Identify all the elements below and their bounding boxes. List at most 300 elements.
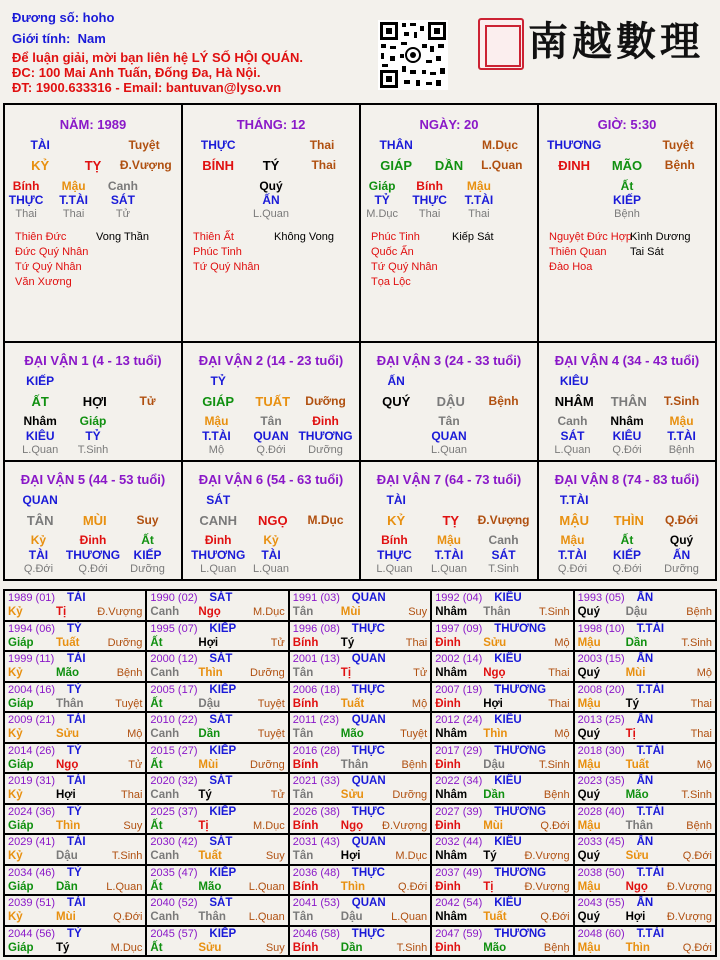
year-branch: Hợi — [340, 850, 361, 862]
luck-ten-god: TỶ — [210, 374, 226, 388]
luck-hidden-phase: Dưỡng — [664, 563, 699, 575]
luck-pillar-title: ĐẠI VẬN 8 (74 - 83 tuổi) — [554, 472, 700, 487]
year-label: 1998 (10) — [577, 622, 625, 635]
year-phase: M.Dục — [395, 850, 428, 862]
year-cell[interactable] — [289, 895, 431, 926]
year-phase: Dưỡng — [250, 758, 285, 771]
star-good: Nguyệt Đức Hợp — [549, 231, 633, 243]
year-label: 2039 (51) — [8, 897, 56, 909]
year-cell[interactable] — [4, 743, 146, 774]
year-stem: Kỷ — [8, 789, 23, 801]
luck-pillar-title: ĐẠI VẬN 2 (14 - 23 tuổi) — [198, 353, 344, 368]
year-cell[interactable] — [431, 865, 573, 896]
year-stem: Giáp — [8, 697, 34, 710]
year-ten-god: TỶ — [67, 805, 82, 818]
luck-ten-god: SÁT — [206, 493, 231, 507]
luck-hidden-ten-god: T.TÀI — [202, 429, 231, 443]
year-branch: Tuất — [198, 850, 222, 862]
star-good: Phúc Tinh — [371, 231, 420, 243]
luck-hidden-phase: L.Quan — [430, 563, 468, 575]
year-ten-god: THỰC — [351, 622, 385, 635]
year-cell[interactable] — [4, 712, 146, 743]
year-label: 2040 (52) — [150, 897, 198, 909]
luck-pillar-cell — [4, 461, 182, 580]
year-stem: Tân — [292, 911, 314, 923]
year-label: 2034 (46) — [8, 866, 56, 879]
luck-ten-god: KIẾP — [26, 374, 55, 388]
luck-hidden-phase: Dưỡng — [308, 444, 343, 456]
luck-hidden-ten-god: QUAN — [253, 429, 289, 443]
year-cell[interactable] — [574, 865, 716, 896]
year-branch: Tý — [340, 636, 355, 649]
hidden-phase: Thai — [468, 208, 490, 220]
year-phase: Tuyệt — [257, 728, 285, 740]
year-stem: Mậu — [577, 758, 601, 771]
year-cell[interactable] — [289, 926, 431, 957]
pillar-top-god: THÂN — [379, 138, 413, 152]
year-stem: Quý — [577, 606, 600, 618]
year-branch: Thìn — [483, 728, 508, 740]
year-label: 1999 (11) — [8, 653, 55, 665]
year-stem: Mậu — [577, 819, 601, 832]
year-cell[interactable] — [431, 743, 573, 774]
year-cell[interactable] — [146, 743, 288, 774]
year-branch: Mùi — [625, 667, 646, 679]
year-ten-god: ẤN — [636, 836, 654, 848]
year-ten-god: KIÊU — [494, 592, 522, 604]
year-cell[interactable] — [146, 712, 288, 743]
year-label: 2013 (25) — [577, 714, 625, 726]
year-cell[interactable] — [146, 865, 288, 896]
year-label: 2047 (59) — [435, 927, 483, 940]
year-cell[interactable] — [574, 895, 716, 926]
year-ten-god: QUAN — [351, 592, 386, 604]
year-cell[interactable] — [4, 682, 146, 713]
year-phase: Bệnh — [686, 606, 712, 618]
owner-line — [12, 10, 114, 25]
year-cell[interactable] — [146, 834, 288, 865]
luck-heavenly-stem: TÂN — [26, 513, 54, 528]
year-stem: Canh — [150, 789, 180, 801]
pillar-cell — [182, 104, 360, 342]
hidden-ten-god: T.TÀI — [59, 193, 88, 207]
year-branch: Dậu — [340, 911, 363, 923]
year-stem: Tân — [292, 850, 314, 862]
hidden-stem: Mậu — [466, 179, 491, 193]
star-good: Thiên Ất — [193, 231, 234, 243]
year-branch: Tý — [198, 789, 212, 801]
year-phase: Q.Đới — [397, 880, 428, 893]
year-cell[interactable] — [4, 865, 146, 896]
luck-ten-god: QUAN — [22, 493, 58, 507]
year-cell[interactable] — [574, 743, 716, 774]
year-branch: Sửu — [198, 941, 222, 954]
year-cell[interactable] — [289, 773, 431, 804]
year-ten-god: SÁT — [209, 775, 233, 787]
year-stem: Đinh — [435, 819, 461, 832]
year-phase: Q.Đới — [682, 850, 712, 862]
year-phase: Mộ — [696, 758, 712, 771]
year-cell[interactable] — [574, 712, 716, 743]
year-branch: Dần — [625, 636, 648, 649]
year-phase: Thai — [548, 667, 570, 679]
year-phase: Đ.Vượng — [666, 880, 712, 893]
star-good: Tứ Quý Nhân — [371, 261, 438, 273]
luck-hidden-ten-god: T.TÀI — [434, 548, 464, 562]
year-stem: Kỷ — [8, 667, 23, 679]
year-label: 2003 (15) — [577, 653, 625, 665]
header — [0, 0, 720, 100]
luck-hidden-ten-god: SÁT — [560, 429, 585, 443]
year-cell[interactable] — [289, 865, 431, 896]
year-cell[interactable] — [574, 651, 716, 682]
pillar-top-phase: Tuyệt — [128, 138, 160, 152]
luck-hidden-ten-god: THƯƠNG — [191, 548, 246, 562]
year-branch: Hợi — [625, 911, 646, 923]
year-cell[interactable] — [146, 804, 288, 835]
year-cell[interactable] — [574, 804, 716, 835]
year-branch: Tý — [56, 941, 70, 954]
year-phase: Đ.Vượng — [524, 850, 570, 862]
year-phase: Tử — [128, 758, 143, 771]
year-phase: Tử — [270, 636, 285, 649]
year-cell[interactable] — [4, 895, 146, 926]
year-phase: Q.Đới — [113, 911, 143, 923]
pillar-top-god: THƯƠNG — [547, 138, 602, 152]
luck-hidden-stem: Ất — [620, 533, 634, 547]
luck-hidden-ten-god: QUAN — [431, 429, 467, 443]
year-ten-god: T.TÀI — [636, 683, 665, 696]
year-branch: Sửu — [483, 636, 507, 649]
hidden-phase: Bệnh — [614, 208, 640, 220]
year-ten-god: THỰC — [351, 805, 385, 818]
year-branch: Mùi — [340, 606, 361, 618]
luck-hidden-phase: L.Quan — [252, 563, 290, 575]
year-ten-god: KIÊU — [494, 653, 522, 665]
luck-phase: Suy — [136, 513, 159, 527]
year-phase: Thai — [548, 697, 570, 710]
luck-pillar-title: ĐẠI VẬN 7 (64 - 73 tuổi) — [376, 472, 522, 487]
year-cell[interactable] — [574, 590, 716, 621]
year-phase: Dưỡng — [250, 667, 285, 679]
luck-hidden-stem: Canh — [488, 533, 519, 547]
year-stem: Canh — [150, 911, 180, 923]
year-branch: Sửu — [340, 789, 364, 801]
year-stem: Đinh — [435, 758, 461, 771]
year-branch: Mão — [198, 880, 222, 893]
year-ten-god: T.TÀI — [636, 744, 665, 757]
year-stem: Đinh — [435, 880, 461, 893]
luck-ten-god: KIÊU — [559, 374, 589, 388]
year-cell[interactable] — [431, 590, 573, 621]
year-stem: Mậu — [577, 697, 601, 710]
year-branch: Ngọ — [483, 667, 506, 679]
hidden-phase: Thai — [15, 208, 37, 220]
year-cell[interactable] — [431, 773, 573, 804]
year-cell[interactable] — [574, 682, 716, 713]
year-label: 2028 (40) — [577, 805, 625, 818]
year-label: 2035 (47) — [150, 866, 198, 879]
year-stem: Đinh — [435, 941, 461, 954]
year-label: 2017 (29) — [435, 744, 483, 757]
year-branch: Dần — [483, 789, 505, 801]
owner-name: hoho — [82, 10, 115, 25]
year-cell[interactable] — [431, 621, 573, 652]
year-stem: Mậu — [577, 880, 601, 893]
luck-heavenly-stem: CANH — [199, 513, 237, 528]
year-cell[interactable] — [431, 834, 573, 865]
luck-hidden-phase: Dưỡng — [130, 563, 165, 575]
year-cell[interactable] — [4, 804, 146, 835]
luck-heavenly-stem: GIÁP — [202, 394, 235, 409]
star-good: Phúc Tinh — [193, 246, 242, 258]
luck-hidden-ten-god: TÀI — [261, 548, 281, 562]
year-cell[interactable] — [289, 712, 431, 743]
year-stem: Quý — [577, 911, 600, 923]
year-ten-god: THỰC — [351, 744, 385, 757]
year-phase: Tuyệt — [400, 728, 428, 740]
year-ten-god: SÁT — [209, 714, 233, 726]
year-stem: Canh — [150, 850, 180, 862]
year-cell[interactable] — [4, 590, 146, 621]
year-phase: L.Quan — [248, 880, 285, 893]
hidden-ten-god: TỶ — [374, 193, 390, 207]
year-branch: Dần — [340, 941, 363, 954]
year-ten-god: QUAN — [351, 653, 386, 665]
hidden-stem: Canh — [107, 179, 138, 193]
luck-earthly-branch: DẬU — [436, 394, 465, 409]
year-ten-god: KIẾP — [209, 927, 237, 940]
year-label: 2018 (30) — [577, 744, 625, 757]
year-ten-god: THƯƠNG — [494, 927, 547, 940]
luck-heavenly-stem: KỶ — [387, 513, 406, 528]
year-branch: Mùi — [198, 758, 219, 771]
year-cell[interactable] — [146, 773, 288, 804]
year-branch: Ngọ — [340, 819, 364, 832]
star-bad: Kiếp Sát — [452, 231, 494, 243]
luck-hidden-ten-god: TỶ — [85, 429, 101, 443]
year-stem: Bính — [292, 697, 319, 710]
year-cell[interactable] — [4, 926, 146, 957]
year-stem: Tân — [292, 606, 314, 618]
luck-heavenly-stem: MẬU — [559, 513, 589, 528]
year-label: 2020 (32) — [150, 775, 198, 787]
year-label: 1995 (07) — [150, 622, 198, 635]
year-ten-god: ẤN — [636, 653, 654, 665]
year-branch: Hợi — [198, 636, 219, 649]
year-stem: Giáp — [8, 819, 34, 832]
year-cell[interactable] — [289, 621, 431, 652]
luck-pillar-cell — [538, 461, 716, 580]
year-ten-god: QUAN — [351, 775, 386, 787]
luck-hidden-stem: Nhâm — [610, 414, 644, 428]
year-cell[interactable] — [289, 804, 431, 835]
year-label: 2004 (16) — [8, 683, 56, 696]
luck-heavenly-stem: QUÝ — [382, 394, 411, 409]
year-branch: Thìn — [198, 667, 223, 679]
year-cell[interactable] — [146, 590, 288, 621]
year-stem: Bính — [292, 880, 319, 893]
year-stem: Bính — [292, 941, 319, 954]
year-phase: Dưỡng — [392, 789, 428, 801]
luck-earthly-branch: TỴ — [442, 513, 460, 528]
luck-heavenly-stem: ẤT — [31, 394, 49, 409]
year-stem: Kỷ — [8, 850, 23, 862]
year-label: 2032 (44) — [435, 836, 483, 848]
year-branch: Dậu — [625, 606, 648, 618]
year-cell[interactable] — [289, 834, 431, 865]
year-branch: Hợi — [56, 789, 76, 801]
year-ten-god: T.TÀI — [636, 927, 665, 940]
year-cell[interactable] — [431, 804, 573, 835]
year-stem: Nhâm — [435, 667, 468, 679]
year-stem: Mậu — [577, 636, 601, 649]
phone-line[interactable]: ĐT: 1900.633316 - Email: bantuvan@lyso.vn — [12, 80, 282, 95]
luck-hidden-phase: Q.Đới — [612, 444, 642, 456]
year-cell[interactable] — [431, 895, 573, 926]
year-phase: Thai — [690, 728, 712, 740]
year-cell[interactable] — [146, 682, 288, 713]
year-branch: Tý — [625, 697, 640, 710]
year-label: 2038 (50) — [577, 866, 625, 879]
year-cell[interactable] — [574, 926, 716, 957]
year-label: 2021 (33) — [292, 775, 340, 787]
year-cell[interactable] — [431, 712, 573, 743]
pillar-title: THÁNG: 12 — [236, 117, 306, 132]
luck-pillar-title: ĐẠI VẬN 4 (34 - 43 tuổi) — [554, 353, 700, 368]
year-label: 2041 (53) — [292, 897, 340, 909]
gender-line — [12, 31, 106, 46]
luck-hidden-stem: Tân — [260, 414, 282, 428]
luck-earthly-branch: HỢI — [82, 394, 107, 409]
year-phase: Mộ — [411, 697, 428, 710]
star-good: Thiên Đức — [15, 231, 67, 243]
owner-label: Đương số: — [12, 10, 80, 25]
year-phase: Tuyệt — [115, 697, 143, 710]
year-ten-god: TÀI — [67, 592, 86, 604]
luck-hidden-phase: Q.Đới — [256, 444, 286, 456]
year-ten-god: TÀI — [67, 714, 86, 726]
year-cell[interactable] — [146, 651, 288, 682]
pillar-cell — [360, 104, 538, 342]
year-ten-god: THƯƠNG — [494, 866, 547, 879]
year-phase: Đ.Vượng — [97, 606, 143, 618]
year-phase: Q.Đới — [540, 911, 570, 923]
year-ten-god: TÀI — [67, 775, 86, 787]
luck-ten-god: TÀI — [386, 493, 406, 507]
year-cell[interactable] — [146, 926, 288, 957]
year-ten-god: ẤN — [636, 592, 654, 604]
year-branch: Tị — [340, 667, 352, 679]
year-ten-god: KIÊU — [494, 836, 522, 848]
hidden-phase: L.Quan — [252, 208, 290, 220]
hidden-phase: Thai — [62, 208, 85, 220]
year-phase: Mộ — [127, 728, 143, 740]
year-ten-god: TÀI — [67, 836, 86, 848]
year-cell[interactable] — [289, 651, 431, 682]
hidden-stem: Quý — [259, 179, 283, 193]
pillar-heavenly-stem: GIÁP — [380, 158, 413, 173]
year-stem: Kỷ — [8, 728, 23, 740]
year-cell[interactable] — [4, 651, 146, 682]
year-ten-god: TỶ — [67, 744, 82, 757]
year-phase: Bệnh — [686, 819, 712, 832]
year-stem: Ất — [150, 636, 163, 649]
hidden-ten-god: KIẾP — [612, 193, 642, 207]
luck-phase: Đ.Vượng — [477, 513, 530, 527]
year-ten-god: KIÊU — [494, 897, 522, 909]
year-cell[interactable] — [574, 773, 716, 804]
year-ten-god: TÀI — [67, 653, 86, 665]
year-cell[interactable] — [146, 621, 288, 652]
year-cell[interactable] — [431, 682, 573, 713]
year-cell[interactable] — [4, 834, 146, 865]
hidden-ten-god: T.TÀI — [464, 193, 494, 207]
year-cell[interactable] — [574, 621, 716, 652]
year-cell[interactable] — [431, 926, 573, 957]
year-cell[interactable] — [574, 834, 716, 865]
year-cell[interactable] — [289, 590, 431, 621]
year-stem: Canh — [150, 667, 180, 679]
year-ten-god: TỶ — [67, 683, 82, 696]
pillar-heavenly-stem: ĐINH — [558, 158, 591, 173]
year-branch: Thân — [625, 819, 654, 832]
luck-hidden-stem: Giáp — [79, 414, 107, 428]
year-branch: Tị — [198, 819, 209, 832]
pillar-title: GIỜ: 5:30 — [597, 117, 657, 132]
year-label: 2027 (39) — [435, 805, 483, 818]
hidden-phase: Thai — [418, 208, 441, 220]
year-stem: Giáp — [8, 880, 34, 893]
year-cell[interactable] — [4, 621, 146, 652]
luck-hidden-phase: L.Quan — [22, 444, 59, 456]
year-branch: Mão — [340, 728, 364, 740]
pillar-heavenly-stem: BÍNH — [202, 158, 235, 173]
brand-logo: 南越數理 — [528, 18, 704, 65]
year-phase: Thai — [405, 636, 428, 649]
luck-pillar-cell — [182, 342, 360, 461]
hidden-stem: Bính — [12, 179, 40, 193]
year-branch: Sửu — [56, 728, 80, 740]
year-phase: Suy — [123, 819, 143, 832]
year-label: 2002 (14) — [435, 653, 483, 665]
year-branch: Thìn — [56, 819, 81, 832]
year-ten-god: TÀI — [67, 897, 86, 909]
star-bad: Vong Thần — [96, 231, 150, 243]
pillar-top-phase: Thai — [309, 138, 335, 152]
year-ten-god: SÁT — [209, 897, 233, 909]
year-cell[interactable] — [289, 743, 431, 774]
year-stem: Nhâm — [435, 728, 468, 740]
year-label: 2030 (42) — [150, 836, 198, 848]
star-good: Đào Hoa — [549, 261, 593, 273]
year-phase: L.Quan — [391, 911, 428, 923]
year-label: 1990 (02) — [150, 592, 198, 604]
year-cell[interactable] — [289, 682, 431, 713]
luck-heavenly-stem: NHÂM — [554, 394, 594, 409]
year-cell[interactable] — [4, 773, 146, 804]
year-cell[interactable] — [431, 651, 573, 682]
year-ten-god: KIẾP — [209, 805, 237, 818]
qr-code-icon[interactable] — [378, 20, 448, 90]
pillar-earthly-branch: MÃO — [611, 158, 643, 173]
year-cell[interactable] — [146, 895, 288, 926]
luck-pillar-cell — [182, 461, 360, 580]
year-label: 2009 (21) — [8, 714, 56, 726]
year-phase: T.Sinh — [681, 636, 712, 649]
year-branch: Ngọ — [198, 606, 221, 618]
luck-hidden-ten-god: THƯƠNG — [65, 548, 121, 562]
